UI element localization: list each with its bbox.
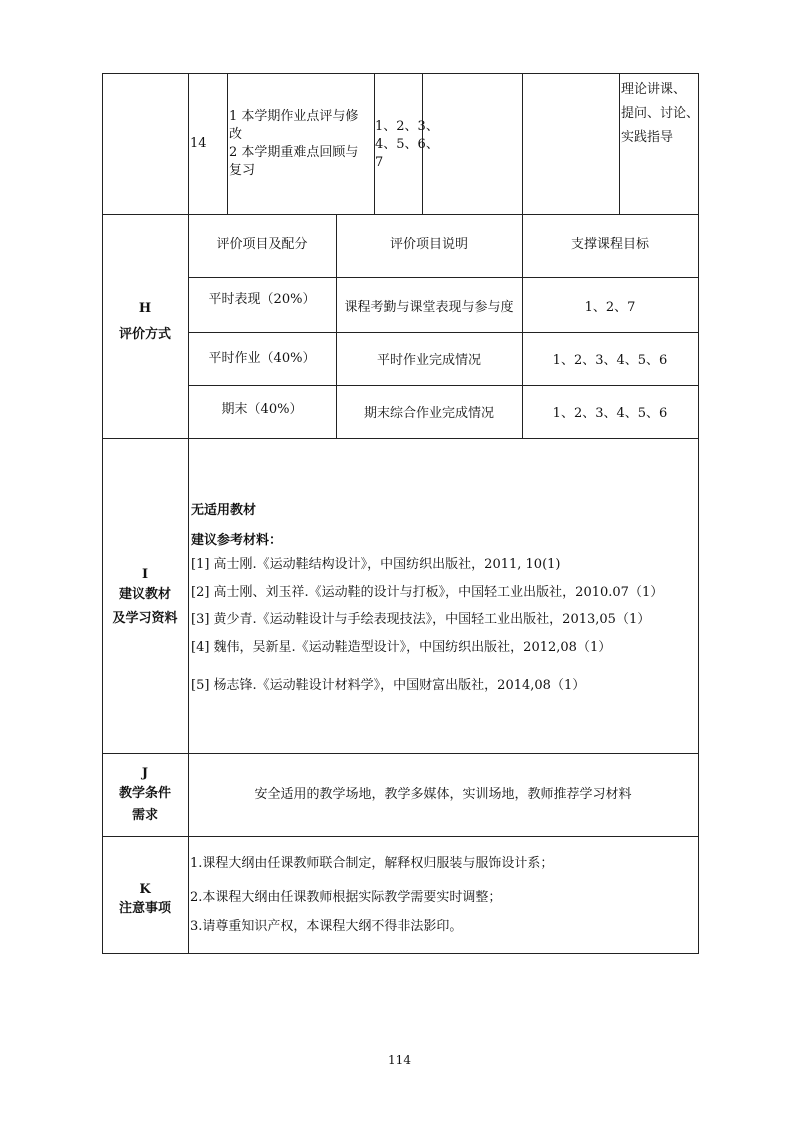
reference-item: [1] 高士刚.《运动鞋结构设计》，中国纺织出版社，2011, 10(1) (191, 557, 561, 572)
header-item: 评价项目及配分 (216, 237, 308, 252)
eval-goals: 1、2、3、4、5、6 (552, 406, 668, 421)
section-label: 需求 (131, 808, 158, 823)
reference-item: [3] 黄少青.《运动鞋设计与手绘表现技法》，中国轻工业出版社，2013,05（1） (191, 612, 651, 627)
method-line: 实践指导 (621, 130, 674, 145)
method-line: 理论讲课、 (621, 82, 687, 97)
section-letter: K (139, 882, 151, 897)
section-letter: J (141, 766, 149, 781)
eval-desc: 期末综合作业完成情况 (363, 406, 494, 421)
note-item: 1.课程大纲由任课教师联合制定，解释权归服装与服饰设计系； (190, 856, 554, 871)
references-title: 建议参考材料： (191, 533, 283, 548)
section-label: 建议教材 (118, 587, 171, 602)
eval-desc: 平时作业完成情况 (376, 353, 481, 368)
no-textbook-note: 无适用教材 (191, 503, 257, 518)
reference-item: [4] 魏伟，吴新星.《运动鞋造型设计》，中国纺织出版社，2012,08（1） (191, 640, 612, 655)
section-label: 教学条件 (118, 786, 171, 801)
eval-goals: 1、2、7 (584, 300, 636, 315)
section-label: 评价方式 (118, 327, 171, 342)
header-desc: 评价项目说明 (389, 237, 468, 252)
reference-item: [2] 高士刚、刘玉祥.《运动鞋的设计与打板》，中国轻工业出版社，2010.07（1） (191, 585, 664, 600)
conditions-text: 安全适用的教学场地，教学多媒体，实训场地，教师推荐学习材料 (254, 787, 632, 802)
method-line: 提问、讨论、 (621, 106, 700, 121)
note-item: 3.请尊重知识产权，本课程大纲不得非法影印。 (190, 919, 463, 934)
section-letter: H (138, 301, 152, 316)
eval-item: 平时作业（40%） (208, 351, 316, 366)
reference-item: [5] 杨志锋.《运动鞋设计材料学》，中国财富出版社，2014,08（1） (191, 678, 586, 693)
content-line: 改 (229, 127, 243, 142)
note-item: 2.本课程大纲由任课教师根据实际教学需要实时调整； (190, 890, 502, 905)
content-line: 1 本学期作业点评与修 (229, 109, 359, 124)
objective-line: 7 (375, 155, 384, 170)
week-number: 14 (190, 136, 207, 151)
header-goals: 支撑课程目标 (570, 237, 649, 252)
eval-item: 平时表现（20%） (208, 292, 316, 307)
section-label: 注意事项 (118, 901, 171, 916)
eval-desc: 课程考勤与课堂表现与参与度 (344, 300, 514, 315)
content-line: 复习 (229, 163, 256, 178)
page-number: 114 (388, 1053, 411, 1067)
eval-item: 期末（40%） (221, 402, 303, 417)
section-letter: I (141, 567, 149, 582)
objective-line: 4、5、6、 (375, 137, 439, 152)
section-label: 及学习资料 (112, 611, 178, 626)
objective-line: 1、2、3、 (375, 119, 439, 134)
eval-goals: 1、2、3、4、5、6 (552, 353, 668, 368)
content-line: 2 本学期重难点回顾与 (229, 145, 359, 160)
